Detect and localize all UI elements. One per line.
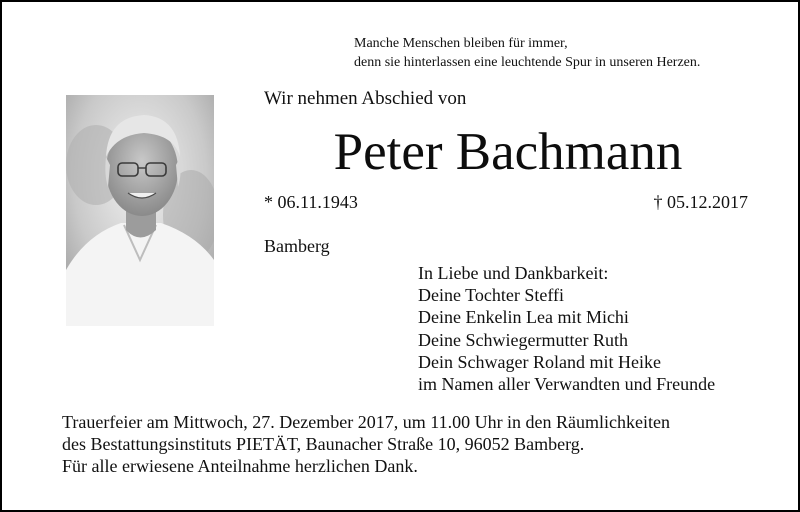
funeral-details-line: des Bestattungsinstituts PIETÄT, Baunacher Straße 10, 96052 Bamberg.: [62, 434, 585, 454]
mourners-line: Deine Tochter Steffi: [418, 285, 565, 306]
mourners-line: im Namen aller Verwandten und Freunde: [418, 374, 716, 395]
quote-line: Manche Menschen bleiben für immer,: [354, 36, 568, 51]
funeral-details: [62, 411, 670, 477]
funeral-details-line: Trauerfeier am Mittwoch, 27. Dezember 2017, um 11.00 Uhr in den Räumlichkeiten: [62, 412, 671, 432]
intro-text: Wir nehmen Abschied von: [264, 88, 467, 109]
mourners-line: Deine Enkelin Lea mit Michi: [418, 307, 629, 328]
death-date: † 05.12.2017: [653, 192, 748, 212]
deceased-name: Peter Bachmann: [333, 123, 683, 181]
mourners-line: Dein Schwager Roland mit Heike: [418, 351, 661, 372]
mourners-line: In Liebe und Dankbarkeit:: [418, 263, 609, 283]
thanks-line: Für alle erwiesene Anteilnahme herzlichen Dank.: [62, 456, 418, 476]
mourners-line: Deine Schwiegermutter Ruth: [418, 329, 628, 350]
quote-line: denn sie hinterlassen eine leuchtende Spur in unseren Herzen.: [354, 55, 701, 70]
hometown: Bamberg: [264, 236, 330, 256]
portrait-photo: [66, 95, 214, 326]
mourners-list: [418, 262, 715, 395]
birth-date: * 06.11.1943: [264, 192, 358, 212]
memorial-quote: [354, 34, 700, 72]
